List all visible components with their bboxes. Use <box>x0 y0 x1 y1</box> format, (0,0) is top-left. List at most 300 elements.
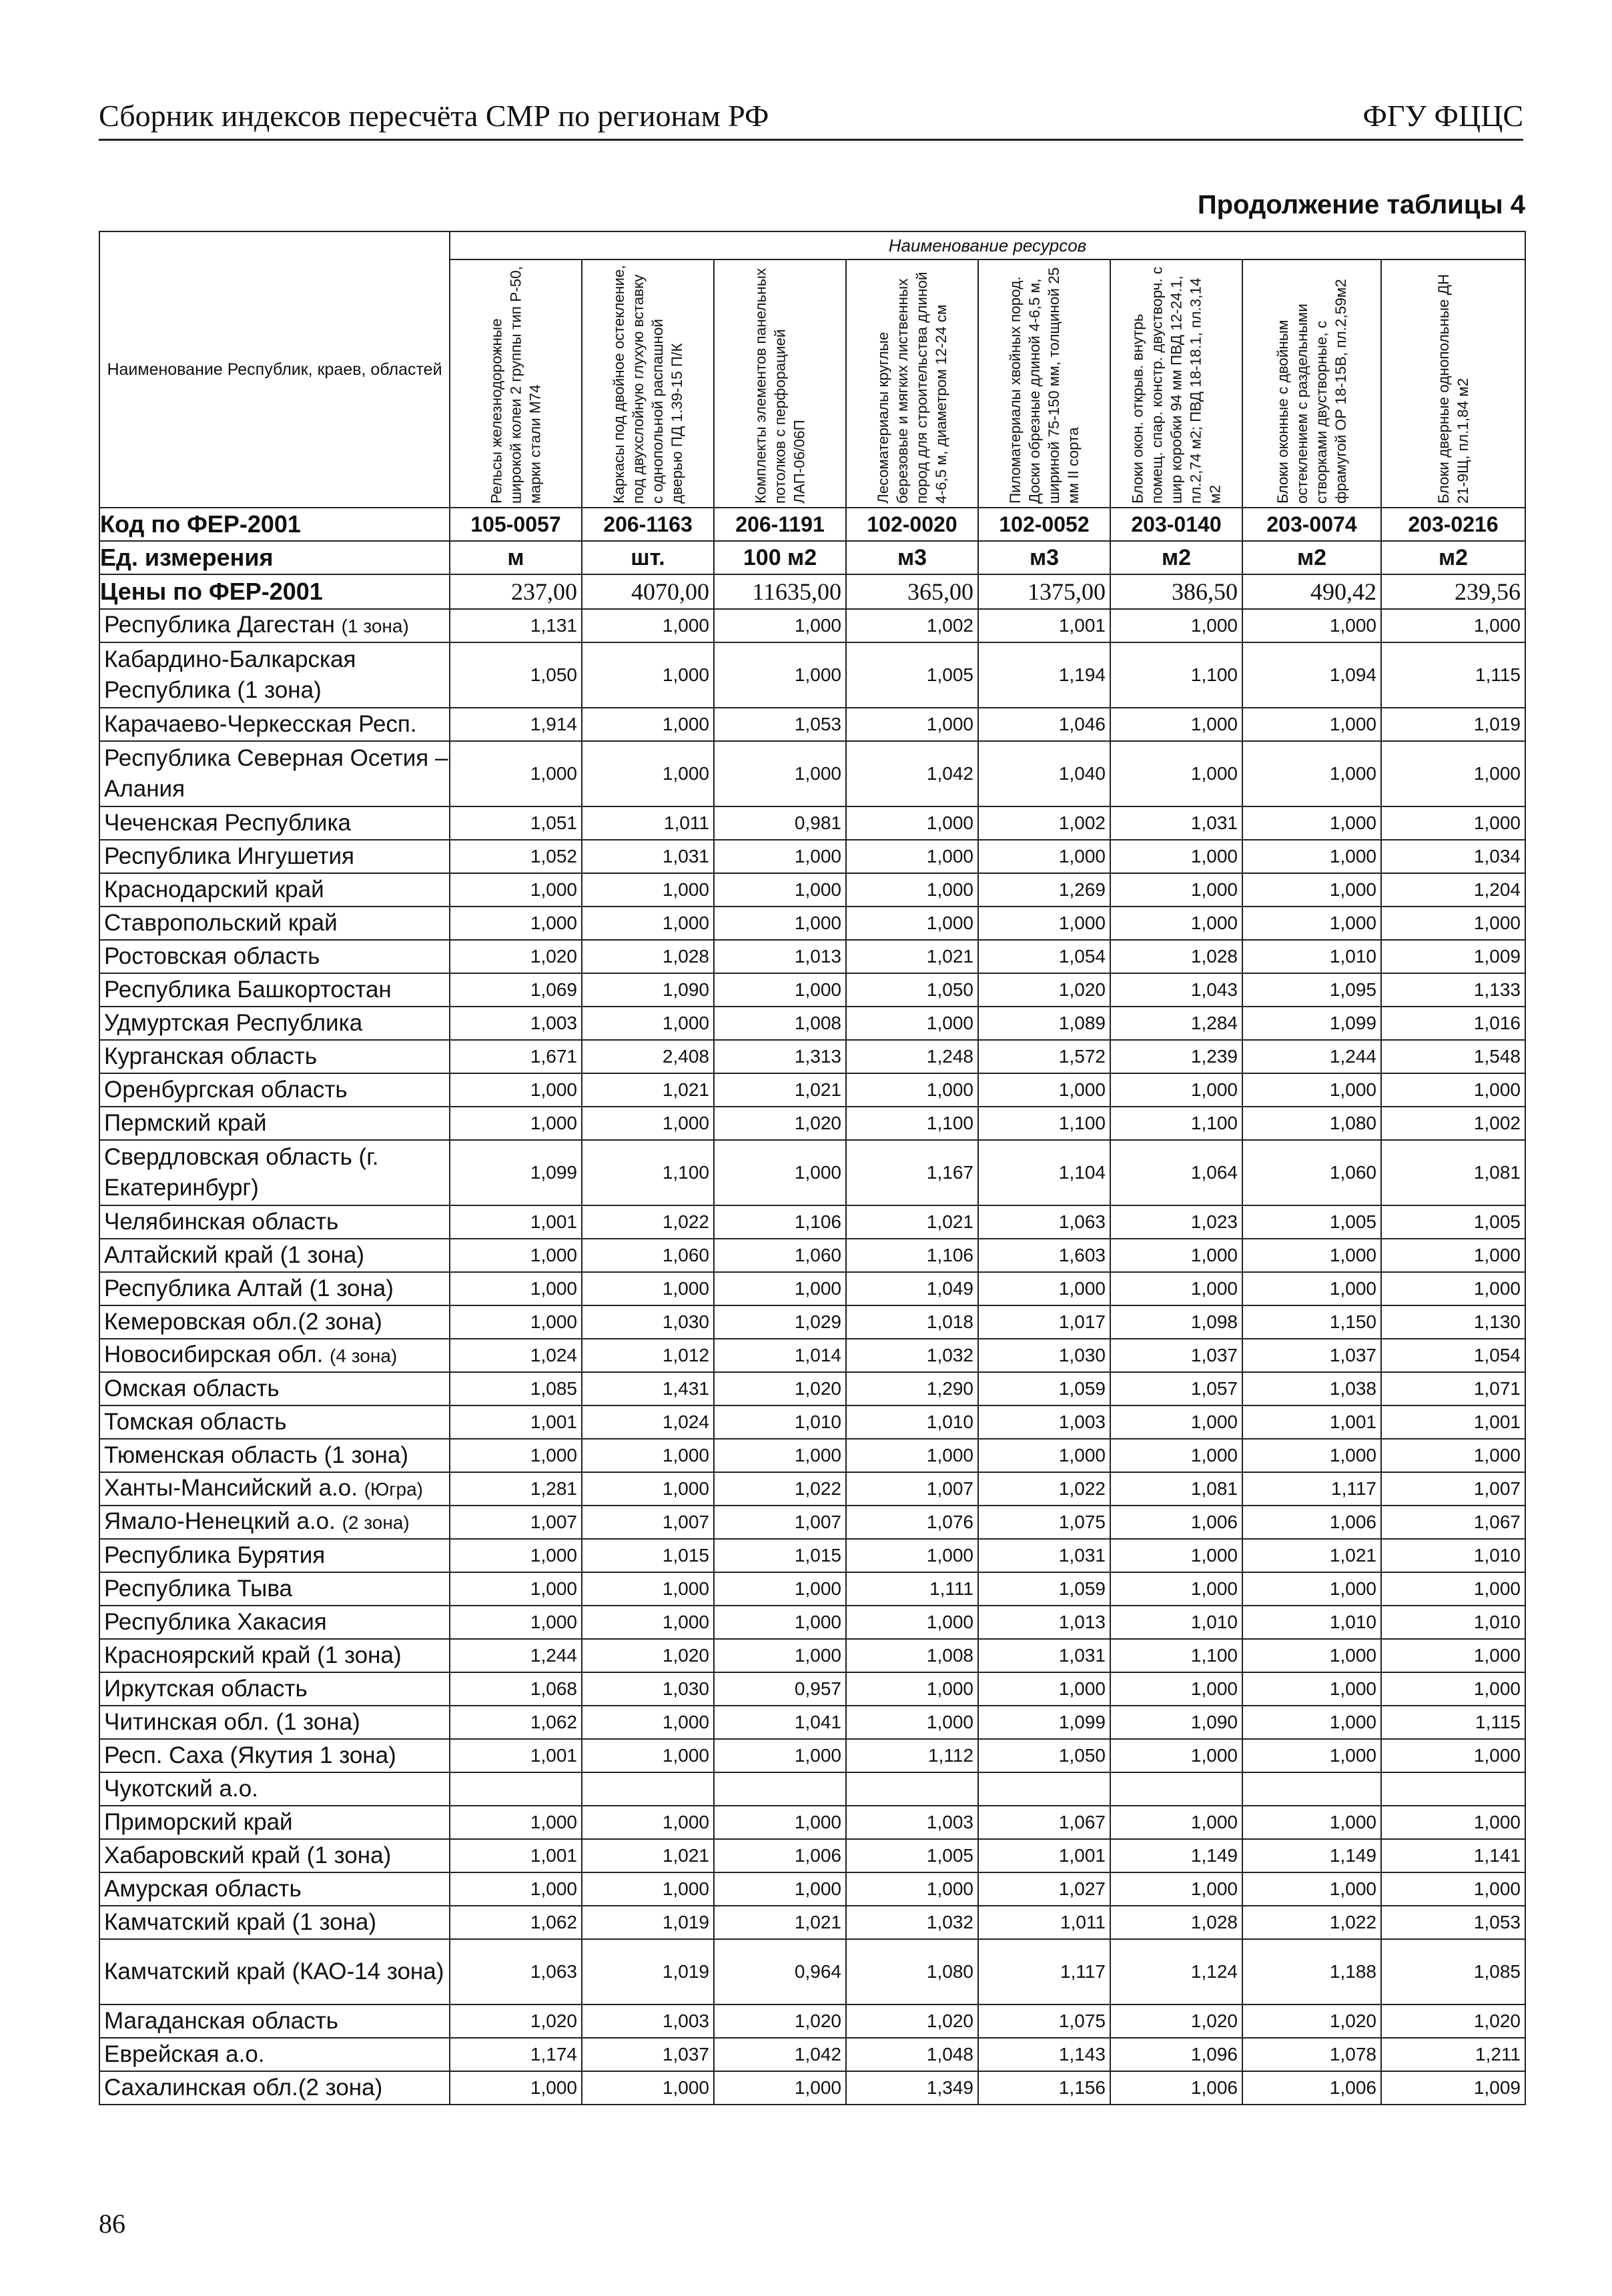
index-value: 1,022 <box>714 1472 846 1506</box>
index-value: 1,313 <box>714 1040 846 1073</box>
region-name-cell <box>99 1539 450 1572</box>
index-value: 1,002 <box>1381 1107 1525 1140</box>
resource-unit: м2 <box>1242 541 1381 574</box>
index-value: 1,914 <box>450 708 582 741</box>
index-value: 1,063 <box>450 1939 582 2004</box>
index-value: 1,000 <box>714 741 846 806</box>
resource-unit: м <box>450 541 582 574</box>
index-value <box>846 1772 978 1806</box>
index-value: 1,000 <box>1381 1739 1525 1772</box>
resource-name: Блоки дверные однопольные ДН 21-9Щ, пл.1,84 м2 <box>1435 273 1471 504</box>
index-value: 1,001 <box>450 1205 582 1239</box>
region-name: Республика Башкортостан <box>104 977 392 1003</box>
table-row <box>99 907 1525 940</box>
index-value: 1,204 <box>1381 873 1525 907</box>
region-name: Курганская область <box>104 1043 318 1069</box>
index-value: 1,000 <box>450 1806 582 1839</box>
index-value: 1,013 <box>978 1606 1110 1639</box>
index-value: 1,000 <box>714 1140 846 1205</box>
index-value: 1,021 <box>582 1073 714 1107</box>
index-value: 1,038 <box>1242 1372 1381 1405</box>
index-value: 1,031 <box>582 840 714 873</box>
index-value: 1,010 <box>1242 940 1381 973</box>
index-value: 1,003 <box>582 2004 714 2038</box>
index-value: 1,000 <box>846 873 978 907</box>
index-value: 1,003 <box>450 1007 582 1040</box>
index-value: 1,112 <box>846 1739 978 1772</box>
index-value: 1,020 <box>1381 2004 1525 2038</box>
region-name-cell <box>99 1439 450 1472</box>
resource-name: Рельсы железнодорожные широкой колеи 2 группы тип Р-50, марки стали М74 <box>488 265 544 504</box>
index-value: 1,117 <box>978 1939 1110 2004</box>
region-name-cell <box>99 642 450 708</box>
table-row <box>99 1772 1525 1806</box>
region-name: Оренбургская область <box>104 1077 348 1103</box>
index-value: 1,000 <box>1242 1073 1381 1107</box>
index-value: 1,043 <box>1110 973 1242 1007</box>
region-name-cell <box>99 2038 450 2071</box>
index-value: 1,007 <box>714 1506 846 1539</box>
index-value: 1,000 <box>450 741 582 806</box>
index-value: 1,013 <box>714 940 846 973</box>
resource-name-cell <box>978 259 1110 508</box>
index-value: 1,000 <box>450 1572 582 1606</box>
region-name: Томская область <box>104 1409 287 1435</box>
resource-unit: м2 <box>1110 541 1242 574</box>
index-value: 1,078 <box>1242 2038 1381 2071</box>
table-row <box>99 1007 1525 1040</box>
index-value: 1,024 <box>582 1405 714 1439</box>
index-value: 1,000 <box>1110 1073 1242 1107</box>
index-value: 1,000 <box>450 873 582 907</box>
regional-index-table <box>99 231 1526 2105</box>
index-value <box>450 1772 582 1806</box>
index-value: 1,001 <box>450 1405 582 1439</box>
index-value: 1,000 <box>1381 609 1525 642</box>
index-value: 1,037 <box>582 2038 714 2071</box>
index-value: 1,000 <box>582 741 714 806</box>
index-value: 1,011 <box>978 1906 1110 1939</box>
resource-unit: шт. <box>582 541 714 574</box>
index-value: 1,000 <box>714 840 846 873</box>
table-row <box>99 1073 1525 1107</box>
index-value: 1,000 <box>714 609 846 642</box>
index-value: 1,000 <box>1110 1806 1242 1839</box>
index-value: 1,094 <box>1242 642 1381 708</box>
index-value: 1,548 <box>1381 1040 1525 1073</box>
table-row <box>99 1339 1525 1372</box>
resource-code: 105-0057 <box>450 508 582 541</box>
index-value: 1,018 <box>846 1305 978 1339</box>
index-value: 1,000 <box>714 1639 846 1672</box>
table-continuation-caption: Продолжение таблицы 4 <box>1197 190 1525 219</box>
resource-code: 203-0074 <box>1242 508 1381 541</box>
index-value: 1,000 <box>582 1107 714 1140</box>
index-value: 1,141 <box>1381 1839 1525 1872</box>
index-value: 1,022 <box>582 1205 714 1239</box>
region-name-cell <box>99 1272 450 1305</box>
index-value: 1,000 <box>1110 609 1242 642</box>
resource-unit: м3 <box>978 541 1110 574</box>
index-value: 1,000 <box>846 907 978 940</box>
region-name-cell <box>99 1040 450 1073</box>
index-value: 1,028 <box>582 940 714 973</box>
index-value: 1,041 <box>714 1706 846 1739</box>
index-value: 1,000 <box>582 1872 714 1906</box>
index-value: 1,000 <box>1242 840 1381 873</box>
table-row <box>99 1305 1525 1339</box>
index-value: 1,000 <box>1110 741 1242 806</box>
index-value: 1,100 <box>978 1107 1110 1140</box>
region-name: Кабардино-Балкарская Республика (1 зона) <box>104 646 356 703</box>
index-value: 1,174 <box>450 2038 582 2071</box>
index-value: 1,000 <box>978 1272 1110 1305</box>
index-value: 1,007 <box>450 1506 582 1539</box>
index-value: 1,032 <box>846 1339 978 1372</box>
index-value: 1,067 <box>1381 1506 1525 1539</box>
region-zone-note: (1 зона) <box>341 616 409 636</box>
index-value: 1,111 <box>846 1572 978 1606</box>
index-value: 1,000 <box>1381 1073 1525 1107</box>
resource-name: Блоки окон. открыв. внутрь помещ. спар. констр. двустворч. с шир коробки 94 мм ПВД 12-24.1, пл.2,74 м2; ПВД 18-18.1, пл.3,14 м2 <box>1129 266 1224 504</box>
index-value: 1,131 <box>450 609 582 642</box>
table-row <box>99 1205 1525 1239</box>
region-name: Республика Бурятия <box>104 1542 326 1568</box>
region-name: Ямало-Ненецкий а.о. <box>104 1508 336 1534</box>
region-name-cell <box>99 1506 450 1539</box>
region-name-cell <box>99 873 450 907</box>
index-value: 1,030 <box>582 1305 714 1339</box>
index-value: 1,106 <box>846 1239 978 1272</box>
region-name: Еврейская а.о. <box>104 2041 265 2067</box>
resource-price: 365,00 <box>846 574 978 609</box>
page-header <box>99 92 1523 141</box>
index-value: 1,000 <box>846 1439 978 1472</box>
resource-name-cell <box>1110 259 1242 508</box>
region-name-cell <box>99 1806 450 1839</box>
index-value: 1,028 <box>1110 940 1242 973</box>
unit-row <box>99 541 1525 574</box>
table-row <box>99 1606 1525 1639</box>
resource-price: 1375,00 <box>978 574 1110 609</box>
index-value: 1,006 <box>1110 2071 1242 2105</box>
index-value <box>582 1772 714 1806</box>
index-value: 1,000 <box>714 2071 846 2105</box>
table-row <box>99 1706 1525 1739</box>
resource-meta <box>99 508 1525 609</box>
index-value: 1,000 <box>1242 609 1381 642</box>
index-value: 1,010 <box>846 1405 978 1439</box>
index-value: 1,100 <box>1110 1639 1242 1672</box>
index-value <box>1381 1772 1525 1806</box>
index-value: 1,019 <box>582 1906 714 1939</box>
index-value: 1,000 <box>1110 1672 1242 1706</box>
index-value: 1,000 <box>582 642 714 708</box>
region-name-cell <box>99 1107 450 1140</box>
resource-name: Пиломатериалы хвойных пород. Доски обрезные длиной 4-6,5 м, шириной 75-150 мм, толщиной 25 мм II сорта <box>1007 267 1082 504</box>
index-value: 1,063 <box>978 1205 1110 1239</box>
index-value: 1,603 <box>978 1239 1110 1272</box>
resource-name-cell <box>450 259 582 508</box>
index-value: 1,106 <box>714 1205 846 1239</box>
region-name-cell <box>99 1205 450 1239</box>
index-value: 1,042 <box>714 2038 846 2071</box>
index-value: 1,010 <box>1242 1606 1381 1639</box>
table-row <box>99 1140 1525 1205</box>
index-value: 1,098 <box>1110 1305 1242 1339</box>
index-value: 1,000 <box>1242 873 1381 907</box>
index-value: 1,000 <box>1110 1539 1242 1572</box>
index-value: 1,269 <box>978 873 1110 907</box>
index-value: 1,068 <box>450 1672 582 1706</box>
resources-header: Наименование ресурсов <box>450 231 1525 259</box>
index-value: 1,000 <box>450 1107 582 1140</box>
index-value: 1,000 <box>978 840 1110 873</box>
index-value: 1,000 <box>582 1606 714 1639</box>
index-value: 1,000 <box>582 1472 714 1506</box>
index-value: 1,037 <box>1110 1339 1242 1372</box>
index-value: 1,007 <box>1381 1472 1525 1506</box>
index-value: 1,000 <box>450 907 582 940</box>
resource-code: 203-0140 <box>1110 508 1242 541</box>
index-value: 1,000 <box>1110 907 1242 940</box>
table-row <box>99 2071 1525 2105</box>
index-value: 1,194 <box>978 642 1110 708</box>
region-name: Читинская обл. (1 зона) <box>104 1709 360 1735</box>
index-value: 1,006 <box>1242 2071 1381 2105</box>
index-value: 1,017 <box>978 1305 1110 1339</box>
table-row <box>99 1639 1525 1672</box>
resource-name-cell <box>846 259 978 508</box>
resource-unit: м2 <box>1381 541 1525 574</box>
table-row <box>99 806 1525 840</box>
table-row <box>99 1472 1525 1506</box>
region-name: Челябинская область <box>104 1209 339 1235</box>
region-name: Камчатский край (1 зона) <box>104 1909 377 1935</box>
index-value: 1,081 <box>1110 1472 1242 1506</box>
index-value: 1,000 <box>1242 1572 1381 1606</box>
resource-name: Блоки оконные с двойным остеклением с раздельными створками двустворные, с фрамугой ОР 18-15В, пл.2,59м2 <box>1274 279 1349 504</box>
index-value: 1,005 <box>846 1839 978 1872</box>
region-name-cell <box>99 806 450 840</box>
index-value: 1,000 <box>450 1073 582 1107</box>
index-value: 1,000 <box>1242 1739 1381 1772</box>
index-value: 1,008 <box>714 1007 846 1040</box>
index-value: 1,000 <box>1381 1672 1525 1706</box>
index-value: 1,031 <box>1110 806 1242 840</box>
index-value: 0,981 <box>714 806 846 840</box>
index-value: 1,046 <box>978 708 1110 741</box>
index-value: 1,012 <box>582 1339 714 1372</box>
index-value: 1,067 <box>978 1806 1110 1839</box>
index-value: 1,000 <box>846 806 978 840</box>
index-value: 1,052 <box>450 840 582 873</box>
region-name: Магаданская область <box>104 2008 339 2034</box>
organization-name: ФГУ ФЦЦС <box>1362 99 1523 133</box>
index-value: 1,000 <box>714 1872 846 1906</box>
index-value: 1,000 <box>1242 708 1381 741</box>
index-value <box>978 1772 1110 1806</box>
region-name: Алтайский край (1 зона) <box>104 1242 364 1268</box>
index-value: 2,408 <box>582 1040 714 1073</box>
resource-name: Комплекты элементов панельных потолков с перфорацией ЛАП-06/06П <box>752 267 808 504</box>
region-name-cell <box>99 2071 450 2105</box>
resource-code: 206-1163 <box>582 508 714 541</box>
index-value: 1,010 <box>1110 1606 1242 1639</box>
index-value: 1,000 <box>582 907 714 940</box>
index-value: 1,000 <box>582 708 714 741</box>
region-name: Республика Ингушетия <box>104 843 355 869</box>
region-name-cell <box>99 1305 450 1339</box>
resource-price: 386,50 <box>1110 574 1242 609</box>
index-value: 1,021 <box>714 1906 846 1939</box>
index-value: 1,000 <box>1110 1739 1242 1772</box>
index-value: 1,000 <box>1381 806 1525 840</box>
index-value: 1,000 <box>1242 1872 1381 1906</box>
index-value: 1,572 <box>978 1040 1110 1073</box>
index-value: 1,000 <box>1242 1239 1381 1272</box>
resource-name-cell <box>714 259 846 508</box>
index-value: 1,000 <box>978 1073 1110 1107</box>
index-value: 1,000 <box>582 873 714 907</box>
resource-price: 490,42 <box>1242 574 1381 609</box>
index-value: 1,290 <box>846 1372 978 1405</box>
index-value: 1,020 <box>846 2004 978 2038</box>
index-value: 1,143 <box>978 2038 1110 2071</box>
index-value: 1,006 <box>1110 1506 1242 1539</box>
region-name: Республика Дагестан <box>104 612 335 638</box>
index-value: 1,149 <box>1110 1839 1242 1872</box>
index-value: 1,100 <box>1110 1107 1242 1140</box>
index-value: 1,037 <box>1242 1339 1381 1372</box>
index-value: 1,011 <box>582 806 714 840</box>
index-value: 1,021 <box>846 940 978 973</box>
index-value: 1,001 <box>978 609 1110 642</box>
index-value: 1,000 <box>1381 1239 1525 1272</box>
index-value: 1,085 <box>450 1372 582 1405</box>
region-name: Республика Алтай (1 зона) <box>104 1275 394 1301</box>
index-value: 1,000 <box>450 1439 582 1472</box>
index-value: 1,156 <box>978 2071 1110 2105</box>
index-value: 1,000 <box>450 1539 582 1572</box>
region-name: Краснодарский край <box>104 877 324 903</box>
index-value: 1,019 <box>1381 708 1525 741</box>
region-name: Сахалинская обл.(2 зона) <box>104 2075 383 2101</box>
index-value: 1,000 <box>582 1272 714 1305</box>
index-value: 1,009 <box>1381 2071 1525 2105</box>
price-row-label: Цены по ФЕР-2001 <box>99 574 450 609</box>
index-value: 1,015 <box>582 1539 714 1572</box>
index-value: 1,000 <box>846 1872 978 1906</box>
index-value: 1,003 <box>846 1806 978 1839</box>
index-value: 1,022 <box>978 1472 1110 1506</box>
index-value: 1,075 <box>978 2004 1110 2038</box>
index-value: 1,050 <box>450 642 582 708</box>
index-value <box>1242 1772 1381 1806</box>
index-value: 1,671 <box>450 1040 582 1073</box>
index-value: 1,054 <box>978 940 1110 973</box>
index-value: 1,000 <box>450 1305 582 1339</box>
region-name-cell <box>99 1472 450 1506</box>
index-value: 1,000 <box>582 1007 714 1040</box>
index-value: 1,000 <box>846 1606 978 1639</box>
page-number: 86 <box>99 2209 125 2239</box>
index-value: 1,000 <box>582 609 714 642</box>
index-value: 1,051 <box>450 806 582 840</box>
index-value: 1,000 <box>846 1706 978 1739</box>
index-value: 1,016 <box>1381 1007 1525 1040</box>
region-name: Хабаровский край (1 зона) <box>104 1842 392 1868</box>
region-name: Тюменская область (1 зона) <box>104 1442 409 1468</box>
index-value: 1,064 <box>1110 1140 1242 1205</box>
region-name: Ставропольский край <box>104 910 338 936</box>
region-name: Удмуртская Республика <box>104 1010 363 1036</box>
index-value: 1,053 <box>1381 1906 1525 1939</box>
index-value: 1,030 <box>978 1339 1110 1372</box>
region-name-cell <box>99 741 450 806</box>
index-value: 1,000 <box>1242 1672 1381 1706</box>
collection-title: Сборник индексов пересчёта СМР по регионам РФ <box>99 99 769 133</box>
index-value: 1,000 <box>846 1539 978 1572</box>
resource-name-cell <box>1242 259 1381 508</box>
index-value: 1,000 <box>582 2071 714 2105</box>
index-value: 1,000 <box>714 1806 846 1839</box>
index-value: 1,062 <box>450 1906 582 1939</box>
index-value: 1,080 <box>1242 1107 1381 1140</box>
index-value: 1,069 <box>450 973 582 1007</box>
index-value: 1,042 <box>846 741 978 806</box>
region-name-cell <box>99 1572 450 1606</box>
index-value: 1,115 <box>1381 1706 1525 1739</box>
region-name-cell <box>99 1007 450 1040</box>
index-value: 1,000 <box>1110 1572 1242 1606</box>
table-row <box>99 840 1525 873</box>
index-value: 1,001 <box>450 1739 582 1772</box>
region-name: Ханты-Мансийский а.о. <box>104 1475 358 1501</box>
index-value: 1,239 <box>1110 1040 1242 1073</box>
region-column-header: Наименование Республик, краев, областей <box>99 231 450 508</box>
table-row <box>99 1506 1525 1539</box>
region-name: Респ. Саха (Якутия 1 зона) <box>104 1742 396 1768</box>
region-name-cell <box>99 1739 450 1772</box>
region-name: Республика Северная Осетия – Алания <box>104 745 448 802</box>
index-value: 1,001 <box>1242 1405 1381 1439</box>
index-value: 1,000 <box>714 1272 846 1305</box>
index-value <box>1110 1772 1242 1806</box>
index-value: 1,006 <box>1242 1506 1381 1539</box>
index-value: 1,021 <box>714 1073 846 1107</box>
index-value: 1,167 <box>846 1140 978 1205</box>
region-name-cell <box>99 1339 450 1372</box>
index-value: 1,000 <box>978 907 1110 940</box>
region-name-cell <box>99 973 450 1007</box>
index-value: 1,000 <box>450 1606 582 1639</box>
index-value: 1,000 <box>450 1239 582 1272</box>
index-value: 1,005 <box>1242 1205 1381 1239</box>
index-value: 1,048 <box>846 2038 978 2071</box>
index-value: 1,000 <box>846 840 978 873</box>
index-value: 1,000 <box>978 1439 1110 1472</box>
region-name: Иркутская область <box>104 1676 308 1702</box>
index-value: 1,100 <box>1110 642 1242 708</box>
index-value: 1,100 <box>582 1140 714 1205</box>
index-value: 1,020 <box>450 2004 582 2038</box>
index-value: 1,000 <box>1381 1639 1525 1672</box>
index-value: 1,099 <box>450 1140 582 1205</box>
region-name: Кемеровская обл.(2 зона) <box>104 1309 382 1335</box>
region-name-cell <box>99 609 450 642</box>
region-name-cell <box>99 1606 450 1639</box>
